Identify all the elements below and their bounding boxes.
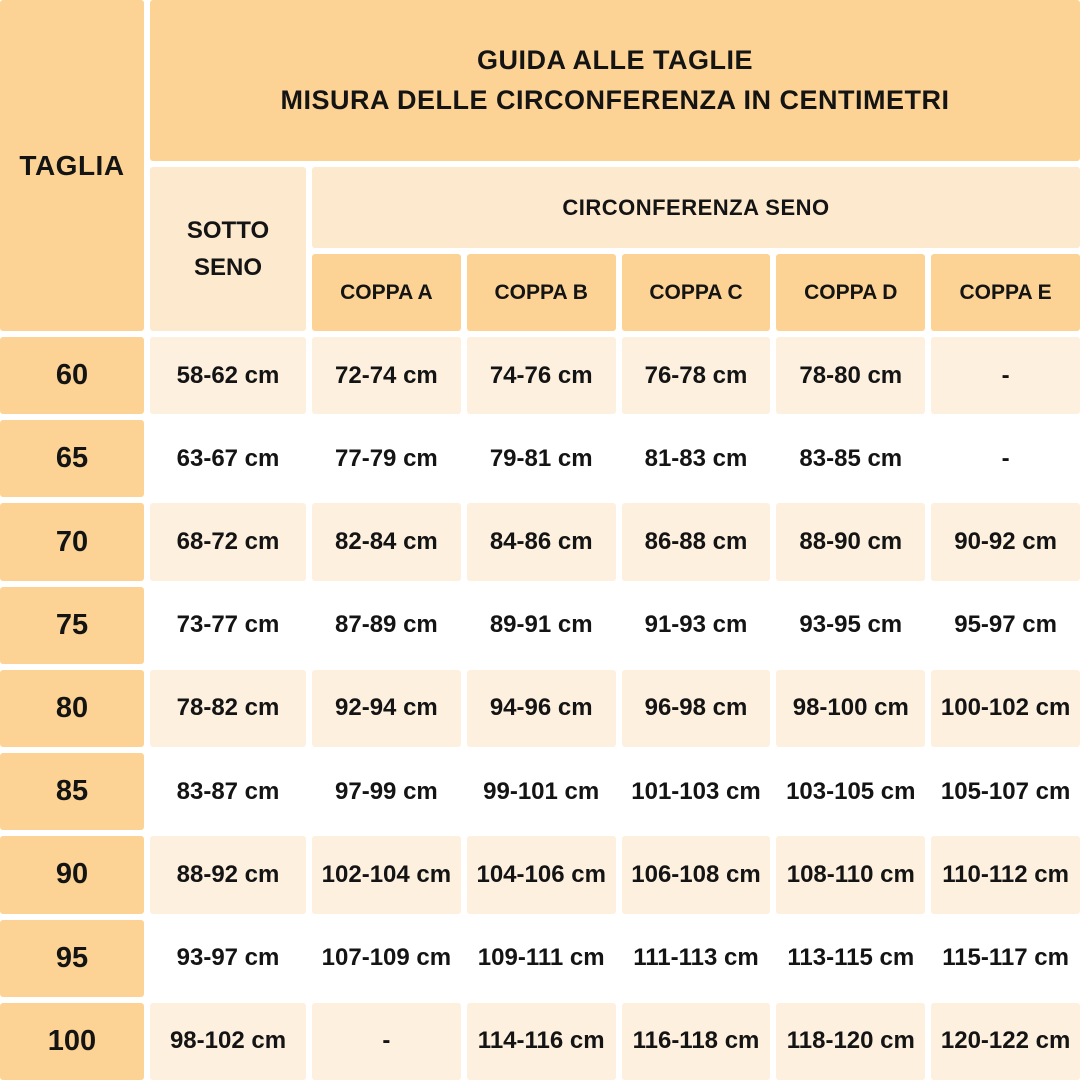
coppa-e-value-100: 120-122 cm — [931, 1003, 1080, 1080]
coppa-c-value-90: 106-108 cm — [622, 836, 771, 913]
table-title-line1: GUIDA ALLE TAGLIE — [477, 45, 753, 76]
coppa-d-value-75: 93-95 cm — [776, 587, 925, 664]
coppa-d-value-85: 103-105 cm — [776, 753, 925, 830]
coppa-a-value-80: 92-94 cm — [312, 670, 461, 747]
coppa-b-value-65: 79-81 cm — [467, 420, 616, 497]
taglia-column-header — [0, 0, 144, 331]
coppa-e-value-75: 95-97 cm — [931, 587, 1080, 664]
coppa-e-value-65: - — [931, 420, 1080, 497]
coppa-b-value-90: 104-106 cm — [467, 836, 616, 913]
coppa-e-value-80: 100-102 cm — [931, 670, 1080, 747]
size-cell-70: 70 — [0, 503, 144, 580]
coppa-d-value-100: 118-120 cm — [776, 1003, 925, 1080]
size-cell-90: 90 — [0, 836, 144, 913]
coppa-b-value-70: 84-86 cm — [467, 503, 616, 580]
coppa-a-value-70: 82-84 cm — [312, 503, 461, 580]
coppa-d-column-header: COPPA D — [776, 254, 925, 331]
coppa-e-value-70: 90-92 cm — [931, 503, 1080, 580]
size-cell-80: 80 — [0, 670, 144, 747]
coppa-e-value-60: - — [931, 337, 1080, 414]
coppa-a-value-100: - — [312, 1003, 461, 1080]
coppa-b-value-60: 74-76 cm — [467, 337, 616, 414]
size-cell-100: 100 — [0, 1003, 144, 1080]
sotto-seno-label: SOTTO SENO — [186, 216, 270, 281]
coppa-a-value-90: 102-104 cm — [312, 836, 461, 913]
circonferenza-seno-label: CIRCONFERENZA SENO — [562, 194, 830, 220]
size-cell-95: 95 — [0, 920, 144, 997]
sotto-seno-value-80: 78-82 cm — [150, 670, 306, 747]
coppa-d-value-90: 108-110 cm — [776, 836, 925, 913]
sotto-seno-value-65: 63-67 cm — [150, 420, 306, 497]
coppa-c-value-85: 101-103 cm — [622, 753, 771, 830]
taglia-label: TAGLIA — [19, 149, 125, 181]
coppa-b-column-header: COPPA B — [467, 254, 616, 331]
sotto-seno-value-75: 73-77 cm — [150, 587, 306, 664]
coppa-d-value-80: 98-100 cm — [776, 670, 925, 747]
sotto-seno-value-95: 93-97 cm — [150, 920, 306, 997]
coppa-a-value-65: 77-79 cm — [312, 420, 461, 497]
coppa-e-value-95: 115-117 cm — [931, 920, 1080, 997]
coppa-c-value-65: 81-83 cm — [622, 420, 771, 497]
coppa-a-column-header: COPPA A — [312, 254, 461, 331]
coppa-c-column-header: COPPA C — [622, 254, 771, 331]
coppa-d-value-60: 78-80 cm — [776, 337, 925, 414]
coppa-e-value-90: 110-112 cm — [931, 836, 1080, 913]
size-cell-60: 60 — [0, 337, 144, 414]
coppa-a-value-95: 107-109 cm — [312, 920, 461, 997]
coppa-a-value-75: 87-89 cm — [312, 587, 461, 664]
sotto-seno-value-100: 98-102 cm — [150, 1003, 306, 1080]
coppa-c-value-95: 111-113 cm — [622, 920, 771, 997]
sotto-seno-value-85: 83-87 cm — [150, 753, 306, 830]
coppa-c-value-70: 86-88 cm — [622, 503, 771, 580]
sotto-seno-value-70: 68-72 cm — [150, 503, 306, 580]
size-cell-85: 85 — [0, 753, 144, 830]
coppa-b-value-95: 109-111 cm — [467, 920, 616, 997]
coppa-c-value-80: 96-98 cm — [622, 670, 771, 747]
size-cell-75: 75 — [0, 587, 144, 664]
coppa-e-column-header: COPPA E — [931, 254, 1080, 331]
coppa-b-value-100: 114-116 cm — [467, 1003, 616, 1080]
coppa-a-value-85: 97-99 cm — [312, 753, 461, 830]
coppa-c-value-60: 76-78 cm — [622, 337, 771, 414]
coppa-c-value-75: 91-93 cm — [622, 587, 771, 664]
coppa-c-value-100: 116-118 cm — [622, 1003, 771, 1080]
coppa-d-value-65: 83-85 cm — [776, 420, 925, 497]
table-title-line2: MISURA DELLE CIRCONFERENZA IN CENTIMETRI — [280, 84, 950, 115]
table-title — [150, 0, 1080, 161]
sotto-seno-column-header — [150, 167, 306, 331]
coppa-d-value-70: 88-90 cm — [776, 503, 925, 580]
sotto-seno-value-60: 58-62 cm — [150, 337, 306, 414]
coppa-d-value-95: 113-115 cm — [776, 920, 925, 997]
circonferenza-seno-header — [312, 167, 1080, 248]
coppa-e-value-85: 105-107 cm — [931, 753, 1080, 830]
coppa-a-value-60: 72-74 cm — [312, 337, 461, 414]
coppa-b-value-85: 99-101 cm — [467, 753, 616, 830]
coppa-b-value-75: 89-91 cm — [467, 587, 616, 664]
sotto-seno-value-90: 88-92 cm — [150, 836, 306, 913]
size-cell-65: 65 — [0, 420, 144, 497]
coppa-b-value-80: 94-96 cm — [467, 670, 616, 747]
